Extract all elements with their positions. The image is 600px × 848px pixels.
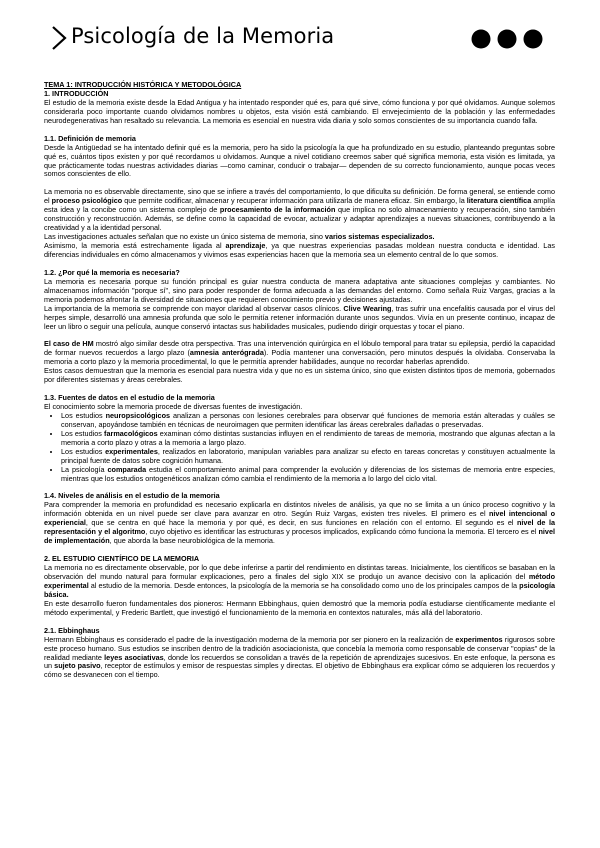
- list-item: • Los estudios neuropsicológicos analizan a personas con lesiones cerebrales para observar qué funciones de memoria están alteradas y cuáles se conservan, apoyándose también en técnicas de neuroimagen que permiten identificar las áreas cerebrales dañadas o preservadas.: [61, 412, 555, 430]
- paragraph: La memoria es necesaria porque su función principal es guiar nuestra conducta de manera adaptativa ante situaciones complejas y cambiantes. No almacenamos información "porque sí", sino para poder responder de forma adecuada a las demandas del entorno. Como señala Ruiz Vargas, gracias a la memoria podemos afrontar la diversidad de situaciones que requieren conocimiento previo y decisiones ajustadas.: [44, 276, 555, 304]
- three-dots-icon[interactable]: [471, 29, 543, 49]
- page-header: [0, 0, 600, 70]
- section-heading-niveles: 1.4. Niveles de análisis en el estudio de la memoria: [44, 491, 220, 501]
- section-heading-fuentes: 1.3. Fuentes de datos en el estudio de la memoria: [44, 393, 215, 403]
- paragraph: Las investigaciones actuales señalan que no existe un único sistema de memoria, sino varios sistemas especializados.: [44, 232, 435, 242]
- paragraph: La memoria no es observable directamente, sino que se infiere a través del comportamiento, lo que dificulta su definición. De forma general, se entiende como el proceso psicológico que permite codificar, almacenar y recuperar información para utilizarla de manera eficaz. Sin embargo, la literatura científica amplía esta idea y la concibe como un sistema complejo de procesamiento de la información que implica no solo almacenamiento y recuperación, sino también construcción y reconstrucción. Además, se define como la capacidad de evocar, actualizar y adaptar aprendizajes a nuevas situaciones, contribuyendo a la creatividad y a la identidad personal.: [44, 187, 556, 233]
- paragraph: Para comprender la memoria en profundidad es necesario explicarla en distintos niveles de análisis, ya que no se limita a un único proceso cognitivo y la información obtenida en un nivel puede ser clave para avanzar en otro. Según Ruiz Vargas, existen tres niveles. El primero es el nivel intencional o experiencial, que se centra en qué hace la memoria y por qué, es decir, en sus funciones en relación con el entorno. El segundo es el nivel de la representación y el algoritmo, cuyo objetivo es identificar las estructuras y procesos implicados, explicando cómo funciona la memoria. El tercero es el nivel de implementación, que aborda la base neurobiológica de la memoria.: [44, 500, 555, 546]
- paragraph: El estudio de la memoria existe desde la Edad Antigua y ha intentado responder qué es, para qué sirve, cómo funciona y por qué olvidamos. Aunque solemos considerarla poco importante cuando olvidamos nombres u objetos, esta visión está cambiando. El envejecimiento de la población y las enfermedades neurodegenerativas han resaltado su relevancia. La memoria es esencial en nuestra vida diaria y solo somos conscientes de su importancia cuando falla.: [44, 97, 555, 125]
- section-heading-introduccion: 1. INTRODUCCIÓN: [44, 88, 109, 98]
- paragraph: Estos casos demuestran que la memoria es esencial para nuestra vida y que no es un sistema único, sino que existen distintos tipos de memoria, gobernados por diferentes sistemas y áreas cerebrales.: [44, 366, 555, 385]
- paragraph: El conocimiento sobre la memoria procede de diversas fuentes de investigación.: [44, 402, 303, 411]
- paragraph: La importancia de la memoria se comprende con mayor claridad al observar casos clínicos. Clive Wearing, tras sufrir una encefalitis causada por el virus del herpes simple, desarrolló una amnesia profunda que solo le permitía retener información durante unos segundos. Vivía en un presente continuo, incapaz de leer un libro o seguir una película, aunque conservó intactas sus habilidades musicales, pudiendo dirigir orquestas y tocar el piano.: [44, 303, 555, 331]
- list-item: • La psicología comparada estudia el comportamiento animal para comprender la evolución y diferencias de los sistemas de memoria entre especies, mientras que los estudios ontogenéticos analizan cómo cambia el rendimiento de la memoria a lo largo del ciclo vital.: [61, 466, 555, 484]
- paragraph: Asimismo, la memoria está estrechamente ligada al aprendizaje, ya que nuestras experiencias pasadas moldean nuestra conducta e identidad. Las diferencias individuales en cómo almacenamos y vivimos esas experiencias hacen que la memoria sea un elemento central de lo que somos.: [44, 241, 555, 259]
- document-body: [44, 81, 555, 680]
- tema-title: TEMA 1: INTRODUCCIÓN HISTÓRICA Y METODOLÓGICA: [44, 80, 242, 89]
- page-title: Psicología de la Memoria: [71, 24, 335, 48]
- section-heading-definicion: 1.1. Definición de memoria: [44, 133, 136, 143]
- paragraph: Hermann Ebbinghaus es considerado el padre de la investigación moderna de la memoria por ser pionero en la realización de experimentos rigurosos sobre este proceso humano. Sus estudios se inscriben dentro de la tradición asociacionista, que concebía la memoria como responsable de conservar "copias" de la realidad mediante leyes asociativas, donde los recuerdos se consolidan a través de la repetición de aprendizajes sucesivos. En este enfoque, la persona es un sujeto pasivo, receptor de estímulos y emisor de respuestas simples y directas. El objetivo de Ebbinghaus era explicar cómo se adquieren los recuerdos y cómo se desvanecen con el tiempo.: [44, 634, 555, 680]
- paragraph: En este desarrollo fueron fundamentales dos pioneros: Hermann Ebbinghaus, quien demostró que la memoria podía estudiarse científicamente mediante el método experimental, y Frederic Bartlett, que investigó el funcionamiento de la memoria en contextos naturales, más allá del laboratorio.: [44, 598, 555, 617]
- section-heading-ebbinghaus: 2.1. Ebbinghaus: [44, 625, 100, 635]
- section-heading-necesaria: 1.2. ¿Por qué la memoria es necesaria?: [44, 267, 180, 277]
- list-item: • Los estudios farmacológicos examinan cómo distintas sustancias influyen en el rendimiento de tareas de memoria, mostrando que algunas afectan a la memoria a corto plazo y otras a la memoria a largo plazo.: [61, 430, 555, 448]
- paragraph: Desde la Antigüedad se ha intentado definir qué es la memoria, pero ha sido la psicología la que ha profundizado en su estudio, planteando preguntas sobre qué es, cuántos tipos existen y por qué recordamos u olvidamos. Aunque a nivel cotidiano creemos saber qué significa memoria, esta visión es limitada, ya que prácticamente todas nuestras actividades diarias —como caminar, conducir o trabajar— dependen de su correcto funcionamiento, aunque pocas veces somos conscientes de ello.: [44, 142, 555, 179]
- chevron-right-icon[interactable]: [50, 25, 68, 51]
- sources-list: [44, 412, 555, 484]
- paragraph: La memoria no es directamente observable, por lo que debe inferirse a partir del rendimiento en distintas tareas. Inicialmente, los científicos se basaban en la observación del mundo natural para formular explicaciones, pero a finales del siglo XIX se produjo un avance decisivo con la aplicación del método experimental al estudio de la memoria. Desde entonces, la psicología de la memoria se ha consolidado como uno de los principales campos de la psicología básica.: [44, 563, 555, 599]
- paragraph: El caso de HM mostró algo similar desde otra perspectiva. Tras una intervención quirúrgica en el lóbulo temporal para tratar su epilepsia, perdió la capacidad de formar nuevos recuerdos a largo plazo (amnesia anterógrada). Podía mantener una conversación, pero minutos después la olvidaba. Conservaba la memoria a corto plazo y la memoria procedimental, lo que le permitía aprender habilidades, aunque no recordar haberlas aprendido.: [44, 339, 556, 367]
- list-item: • Los estudios experimentales, realizados en laboratorio, manipulan variables para analizar su efecto en tareas concretas y constituyen actualmente la principal fuente de datos sobre cognición humana.: [61, 448, 555, 466]
- section-heading-estudio-cientifico: 2. EL ESTUDIO CIENTÍFICO DE LA MEMORIA: [44, 554, 200, 564]
